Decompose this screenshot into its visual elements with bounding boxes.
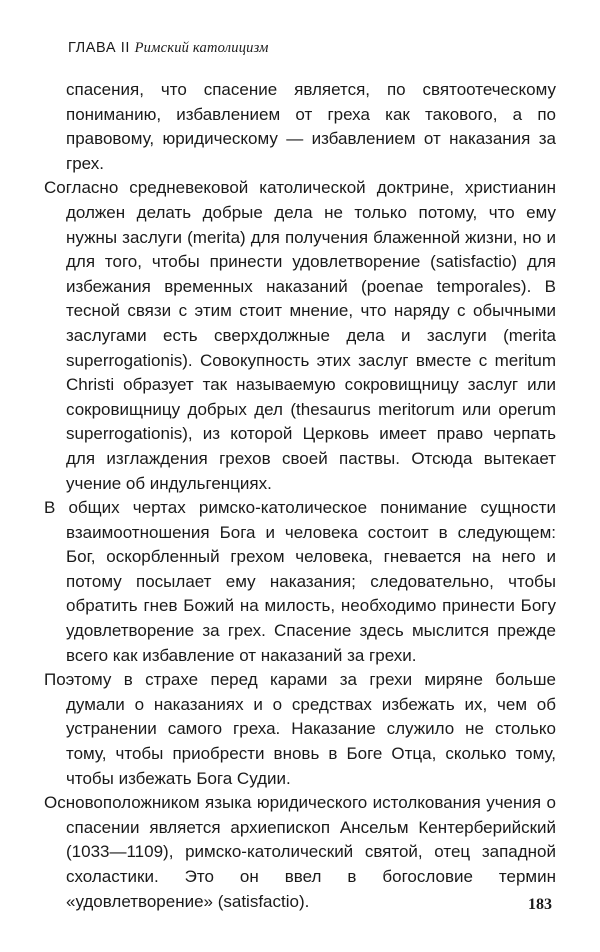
body-text [44,78,556,914]
paragraph-merits-doctrine: Согласно средневековой католической доктрине, христианин должен делать добрые дела не только потому, что ему нужны заслуги (merita) для получения блаженной жизни, но и для того, чтобы принести удовлетворение (satisfactio) для избежания временных наказаний (poenae temporales). В тесной связи с этим стоит мнение, что наряду с обычными заслугами есть сверхдолжные дела и заслуги (merita superrogationis). Совокупность этих заслуг вместе с meritum Christi образует так называемую сокровищницу заслуг или сокровищницу добрых дел (thesaurus meritorum или operum superrogationis), из которой Церковь имеет право черпать для изглаждения грехов своей паствы. Отсюда вытекает учение об индульгенциях. [44,178,556,493]
page-number: 183 [528,896,552,913]
paragraph-continued: спасения, что спасение является, по святоотеческому пониманию, избавлением от греха как такового, а по правовому, юридическому — избавлением от наказания за грех. [66,80,556,173]
chapter-title: Римский католицизм [134,40,269,56]
paragraph-fear-of-punishment: Поэтому в страхе перед карами за грехи миряне больше думали о наказаниях и о средствах избежать их, чем об устранении самого греха. Наказание служило не столько тому, чтобы приобрести вновь в Боге Отца, сколько тому, чтобы избежать Бога Судии. [44,670,556,788]
chapter-label: ГЛАВА II [68,40,130,56]
paragraph-god-man-relationship: В общих чертах римско-католическое понимание сущности взаимоотношения Бога и человека состоит в следующем: Бог, оскорбленный грехом человека, гневается на него и потому посылает ему наказания; следовательно, чтобы обратить гнев Божий на милость, необходимо принести Богу удовлетворение за грех. Спасение здесь мыслится прежде всего как избавление от наказаний за грехи. [44,498,556,665]
paragraph-anselm: Основоположником языка юридического истолкования учения о спасении является архиепископ Ансельм Кентерберийский (1033—1109), римско-католический святой, отец западной схоластики. Это он ввел в богословие термин «удовлетворение» (satisfactio). [44,793,556,911]
running-header [68,40,269,57]
